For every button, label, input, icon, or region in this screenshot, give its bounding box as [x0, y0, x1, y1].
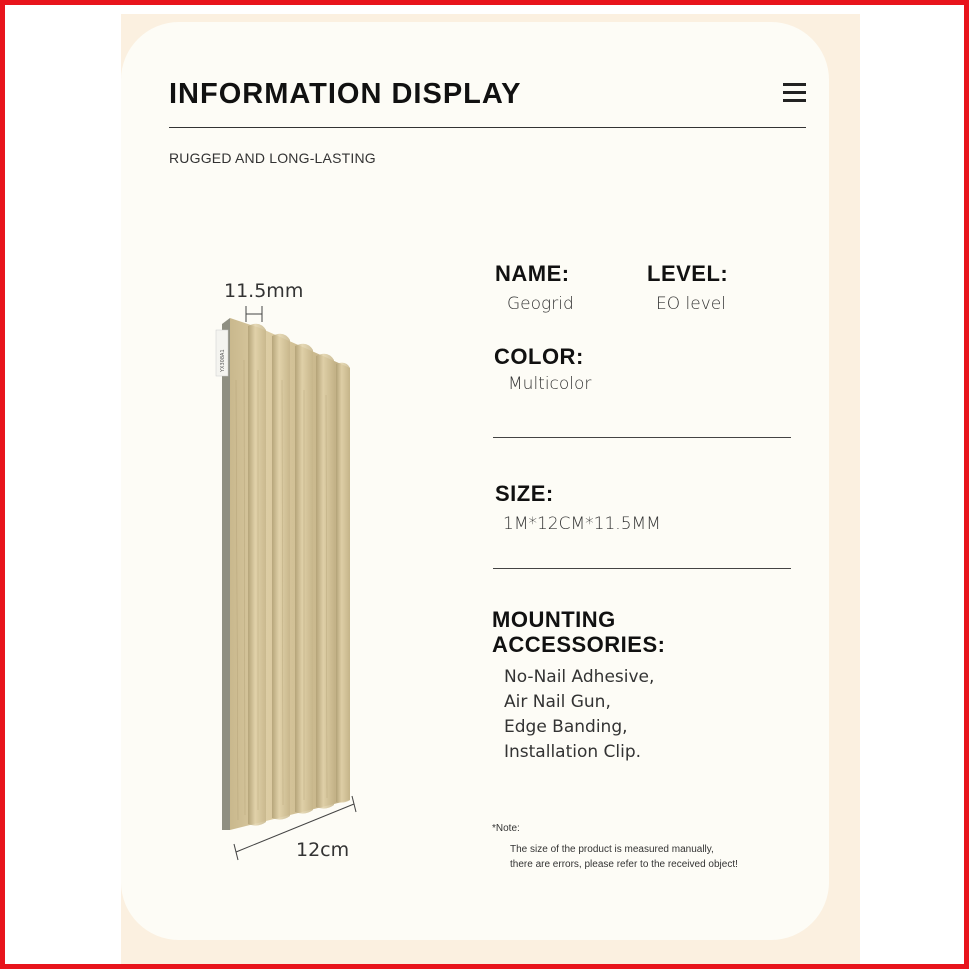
list-item: Installation Clip. [504, 742, 642, 762]
accessories-list [504, 665, 654, 765]
size-label: SIZE: [495, 481, 554, 506]
panel-edge [222, 318, 230, 830]
accessories-label-line2: ACCESSORIES: [492, 632, 666, 657]
name-value: Geogrid [507, 294, 574, 314]
divider [493, 568, 791, 569]
note-label: *Note: [492, 823, 520, 834]
divider [493, 437, 791, 438]
sticker-text: YX308A1 [220, 349, 226, 372]
note-line: there are errors, please refer to the received object! [510, 859, 738, 870]
level-value: EO level [656, 294, 726, 314]
size-value: 1M*12CM*11.5MM [503, 514, 661, 534]
list-item: No-Nail Adhesive, [504, 667, 655, 687]
list-item: Edge Banding, [504, 717, 628, 737]
page-title: INFORMATION DISPLAY [169, 78, 522, 110]
level-label: LEVEL: [647, 261, 729, 286]
title-divider [169, 127, 806, 128]
note-line: The size of the product is measured manually, [510, 844, 714, 855]
thickness-label: 11.5mm [224, 280, 304, 302]
name-label: NAME: [495, 261, 570, 286]
list-item: Air Nail Gun, [504, 692, 611, 712]
page-subtitle: RUGGED AND LONG-LASTING [169, 150, 376, 166]
product-panel-image [200, 300, 370, 870]
accessories-label-line1: MOUNTING [492, 607, 616, 632]
width-label: 12cm [296, 839, 350, 861]
color-label: COLOR: [494, 344, 584, 369]
color-value: Multicolor [508, 374, 592, 394]
hamburger-menu-icon[interactable] [783, 83, 806, 103]
note-text [510, 842, 738, 872]
